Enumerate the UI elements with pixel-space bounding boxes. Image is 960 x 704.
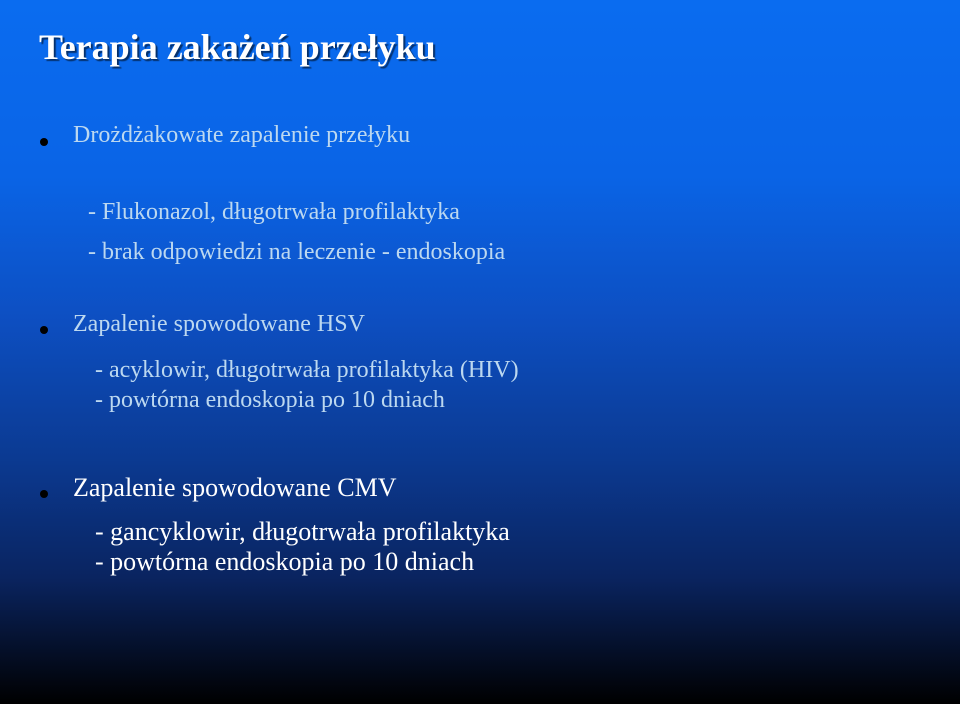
bullet-dot: [40, 138, 48, 146]
section-line: - brak odpowiedzi na leczenie - endoskopia: [88, 239, 506, 265]
bullet-dot: [40, 326, 48, 334]
section-line: - powtórna endoskopia po 10 dniach: [95, 547, 475, 576]
bullet-dot: [40, 490, 48, 498]
section-heading: Drożdżakowate zapalenie przełyku: [73, 122, 411, 148]
section-line: - acyklowir, długotrwała profilaktyka (HIV): [95, 357, 519, 383]
section-line: - gancyklowir, długotrwała profilaktyka: [95, 517, 510, 546]
section-heading: Zapalenie spowodowane HSV: [73, 311, 365, 337]
section-line: - Flukonazol, długotrwała profilaktyka: [88, 199, 460, 225]
slide-title: Terapia zakażeń przełyku: [39, 27, 436, 67]
section-heading: Zapalenie spowodowane CMV: [73, 473, 397, 502]
section-line: - powtórna endoskopia po 10 dniach: [95, 387, 445, 413]
